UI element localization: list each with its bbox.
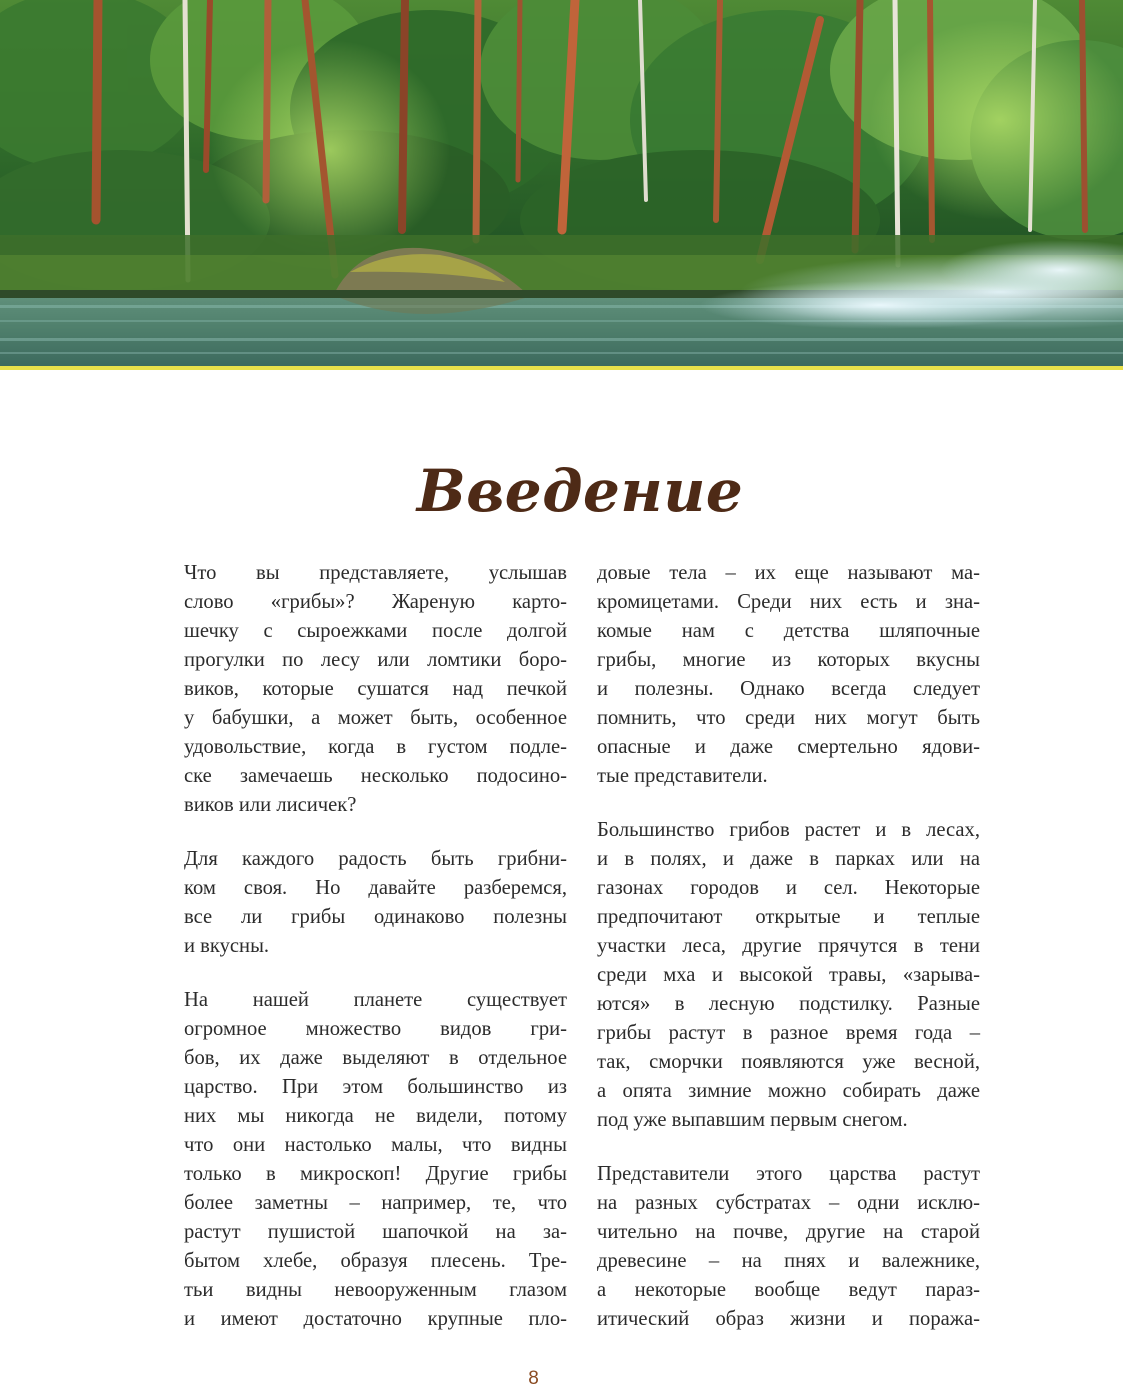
paragraph — [597, 1160, 980, 1334]
text-line: и вкусны. — [184, 935, 270, 957]
text-line: Представители этого царства растут — [597, 1163, 980, 1185]
text-line: удовольствие, когда в густом подле- — [184, 736, 567, 758]
text-line: газонах городов и сел. Некоторые — [597, 877, 980, 899]
text-line: довые тела – их еще называют ма- — [597, 562, 980, 584]
text-line: предпочитают открытые и теплые — [597, 906, 980, 928]
text-line: под уже выпавшим первым снегом. — [597, 1109, 908, 1131]
text-line: Для каждого радость быть грибни- — [184, 848, 567, 870]
page-title: Введение — [416, 456, 744, 525]
text-line: грибы, многие из которых вкусны — [597, 649, 980, 671]
text-line: все ли грибы одинаково полезны — [184, 906, 567, 928]
paragraph — [184, 845, 567, 961]
text-line: бов, их даже выделяют в отдельное — [184, 1047, 567, 1069]
text-line: и имеют достаточно крупные пло- — [184, 1308, 567, 1330]
text-line: Что вы представляете, услышав — [184, 562, 567, 584]
accent-rule — [0, 366, 1123, 370]
text-line: помнить, что среди них могут быть — [597, 707, 980, 729]
text-line: среди мха и высокой травы, «зарыва- — [597, 964, 980, 986]
paragraph — [597, 816, 980, 1135]
text-line: грибы растут в разное время года – — [597, 1022, 980, 1044]
left-text-column — [184, 559, 567, 1359]
text-line: растут пушистой шапочкой на за- — [184, 1221, 567, 1243]
text-line: бытом хлебе, образуя плесень. Тре- — [184, 1250, 567, 1272]
page-number: 8 — [528, 1368, 539, 1389]
text-line: опасные и даже смертельно ядови- — [597, 736, 980, 758]
text-line: комые нам с детства шляпочные — [597, 620, 980, 642]
paragraph — [184, 559, 567, 820]
forest-lake-illustration — [0, 0, 1123, 366]
text-line: слово «грибы»? Жареную карто- — [184, 591, 567, 613]
text-line: древесине – на пнях и валежнике, — [597, 1250, 980, 1272]
text-line: только в микроскоп! Другие грибы — [184, 1163, 567, 1185]
text-line: огромное множество видов гри- — [184, 1018, 567, 1040]
text-line: участки леса, другие прячутся в тени — [597, 935, 980, 957]
text-line: более заметны – например, те, что — [184, 1192, 567, 1214]
text-line: так, сморчки появляются уже весной, — [597, 1051, 980, 1073]
text-line: чительно на почве, другие на старой — [597, 1221, 980, 1243]
text-line: тьи видны невооруженным глазом — [184, 1279, 567, 1301]
text-line: виков, которые сушатся над печкой — [184, 678, 567, 700]
text-line: прогулки по лесу или ломтики боро- — [184, 649, 567, 671]
right-text-column — [597, 559, 980, 1359]
text-line: а некоторые вообще ведут параз- — [597, 1279, 980, 1301]
text-line: ске замечаешь несколько подосино- — [184, 765, 567, 787]
text-line: что они настолько малы, что видны — [184, 1134, 567, 1156]
text-line: тые представители. — [597, 765, 768, 787]
text-line: ются» в лесную подстилку. Разные — [597, 993, 980, 1015]
text-line: Большинство грибов растет и в лесах, — [597, 819, 980, 841]
paragraph — [184, 986, 567, 1334]
paragraph — [597, 559, 980, 791]
text-line: На нашей планете существует — [184, 989, 567, 1011]
text-line: кромицетами. Среди них есть и зна- — [597, 591, 980, 613]
text-line: и полезны. Однако всегда следует — [597, 678, 980, 700]
text-line: них мы никогда не видели, потому — [184, 1105, 567, 1127]
text-line: а опята зимние можно собирать даже — [597, 1080, 980, 1102]
text-line: на разных субстратах – одни исклю- — [597, 1192, 980, 1214]
forest-lake-photo — [0, 0, 1123, 366]
text-line: царство. При этом большинство из — [184, 1076, 567, 1098]
text-line: итический образ жизни и поража- — [597, 1308, 980, 1330]
text-line: виков или лисичек? — [184, 794, 357, 816]
text-line: шечку с сыроежками после долгой — [184, 620, 567, 642]
text-line: ком своя. Но давайте разберемся, — [184, 877, 567, 899]
text-line: у бабушки, а может быть, особенное — [184, 707, 567, 729]
text-line: и в полях, и даже в парках или на — [597, 848, 980, 870]
